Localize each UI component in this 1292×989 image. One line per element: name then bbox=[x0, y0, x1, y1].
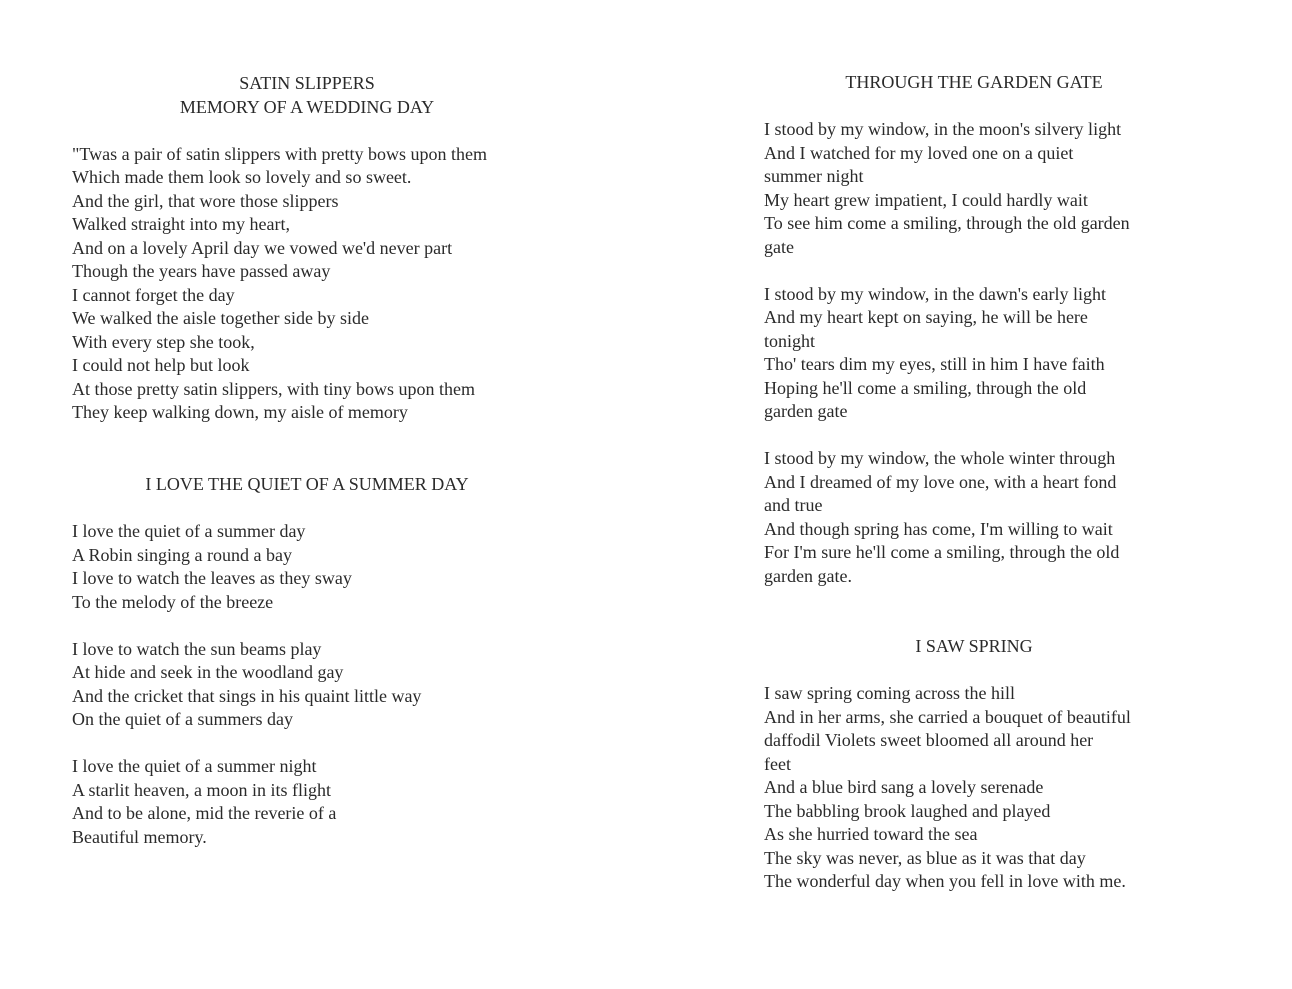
verse-line: Which made them look so lovely and so sweet. bbox=[72, 167, 412, 187]
verse-line: Hoping he'll come a smiling, through the old bbox=[764, 377, 1087, 398]
verse-line: And I dreamed of my love one, with a heart fond bbox=[764, 471, 1117, 492]
verse-line: gate bbox=[764, 236, 794, 257]
stanza bbox=[764, 447, 1184, 588]
verse-line: And in her arms, she carried a bouquet of beautiful bbox=[764, 706, 1131, 727]
verse-line: I could not help but look bbox=[72, 355, 250, 375]
verse-line: And on a lovely April day we vowed we'd never part bbox=[72, 237, 453, 258]
verse-line: I love to watch the sun beams play bbox=[72, 638, 322, 659]
verse-line: tonight bbox=[764, 330, 816, 351]
verse-line: On the quiet of a summers day bbox=[72, 709, 293, 729]
verse-line: Walked straight into my heart, bbox=[72, 214, 290, 234]
verse-line: Tho' tears dim my eyes, still in him I have faith bbox=[764, 354, 1105, 374]
verse-line: They keep walking down, my aisle of memory bbox=[72, 402, 408, 422]
stanza bbox=[72, 520, 542, 614]
verse-line: And the girl, that wore those slippers bbox=[72, 190, 339, 211]
poem-title-line: SATIN SLIPPERS bbox=[239, 73, 375, 93]
verse-line: The sky was never, as blue as it was that day bbox=[764, 847, 1086, 868]
poem-title bbox=[764, 635, 1184, 659]
poem-title bbox=[72, 72, 542, 119]
verse-line: The babbling brook laughed and played bbox=[764, 800, 1051, 821]
stanza bbox=[72, 755, 542, 849]
verse-line: I stood by my window, the whole winter through bbox=[764, 448, 1116, 468]
verse-line: With every step she took, bbox=[72, 331, 255, 352]
verse-line: We walked the aisle together side by side bbox=[72, 308, 369, 328]
stanza bbox=[764, 682, 1184, 894]
verse-line: I stood by my window, in the dawn's early light bbox=[764, 283, 1107, 304]
stanza bbox=[72, 143, 542, 425]
poem-title bbox=[72, 473, 542, 497]
verse-line: And to be alone, mid the reverie of a bbox=[72, 803, 337, 823]
stanza bbox=[72, 638, 542, 732]
verse-line: garden gate bbox=[764, 401, 848, 421]
verse-line: I love to watch the leaves as they sway bbox=[72, 568, 352, 588]
poem-subtitle-line: MEMORY OF A WEDDING DAY bbox=[179, 96, 435, 117]
verse-line: And a blue bird sang a lovely serenade bbox=[764, 777, 1044, 797]
verse-line: The wonderful day when you fell in love with me. bbox=[764, 871, 1126, 891]
verse-line: At hide and seek in the woodland gay bbox=[72, 662, 344, 682]
verse-line: And my heart kept on saying, he will be here bbox=[764, 307, 1088, 327]
verse-line: Beautiful memory. bbox=[72, 826, 207, 847]
verse-line: and true bbox=[764, 495, 823, 515]
verse-line: A Robin singing a round a bay bbox=[72, 544, 292, 565]
verse-line: I stood by my window, in the moon's silvery light bbox=[764, 119, 1122, 139]
verse-line: For I'm sure he'll come a smiling, through the old bbox=[764, 542, 1120, 562]
verse-line: daffodil Violets sweet bloomed all around her bbox=[764, 730, 1094, 750]
verse-line: To see him come a smiling, through the old garden bbox=[764, 213, 1130, 233]
verse-line: And the cricket that sings in his quaint little way bbox=[72, 685, 422, 706]
verse-line: To the melody of the breeze bbox=[72, 591, 274, 612]
poem-i-saw-spring bbox=[764, 635, 1184, 894]
verse-line: I love the quiet of a summer night bbox=[72, 756, 317, 776]
verse-line: "Twas a pair of satin slippers with pretty bows upon them bbox=[72, 143, 488, 164]
poem-title bbox=[764, 71, 1184, 95]
verse-line: I saw spring coming across the hill bbox=[764, 683, 1015, 703]
verse-line: And I watched for my loved one on a quiet bbox=[764, 142, 1074, 163]
stanza bbox=[764, 118, 1184, 259]
poem-quiet-summer-day bbox=[72, 473, 542, 849]
verse-line: garden gate. bbox=[764, 565, 852, 586]
poem-through-the-garden-gate bbox=[764, 71, 1184, 588]
verse-line: My heart grew impatient, I could hardly wait bbox=[764, 189, 1088, 210]
stanza bbox=[764, 283, 1184, 424]
poem-title-line: I SAW SPRING bbox=[915, 636, 1033, 656]
verse-line: I cannot forget the day bbox=[72, 284, 235, 305]
poem-satin-slippers bbox=[72, 72, 542, 425]
verse-line: At those pretty satin slippers, with tiny bows upon them bbox=[72, 378, 475, 399]
poem-title-line: I LOVE THE QUIET OF A SUMMER DAY bbox=[145, 474, 469, 494]
verse-line: A starlit heaven, a moon in its flight bbox=[72, 779, 331, 800]
verse-line: summer night bbox=[764, 166, 864, 186]
poem-title-line: THROUGH THE GARDEN GATE bbox=[845, 72, 1103, 92]
verse-line: Though the years have passed away bbox=[72, 261, 331, 281]
verse-line: As she hurried toward the sea bbox=[764, 824, 978, 844]
verse-line: And though spring has come, I'm willing to wait bbox=[764, 518, 1113, 539]
verse-line: I love the quiet of a summer day bbox=[72, 521, 306, 541]
verse-line: feet bbox=[764, 753, 791, 774]
